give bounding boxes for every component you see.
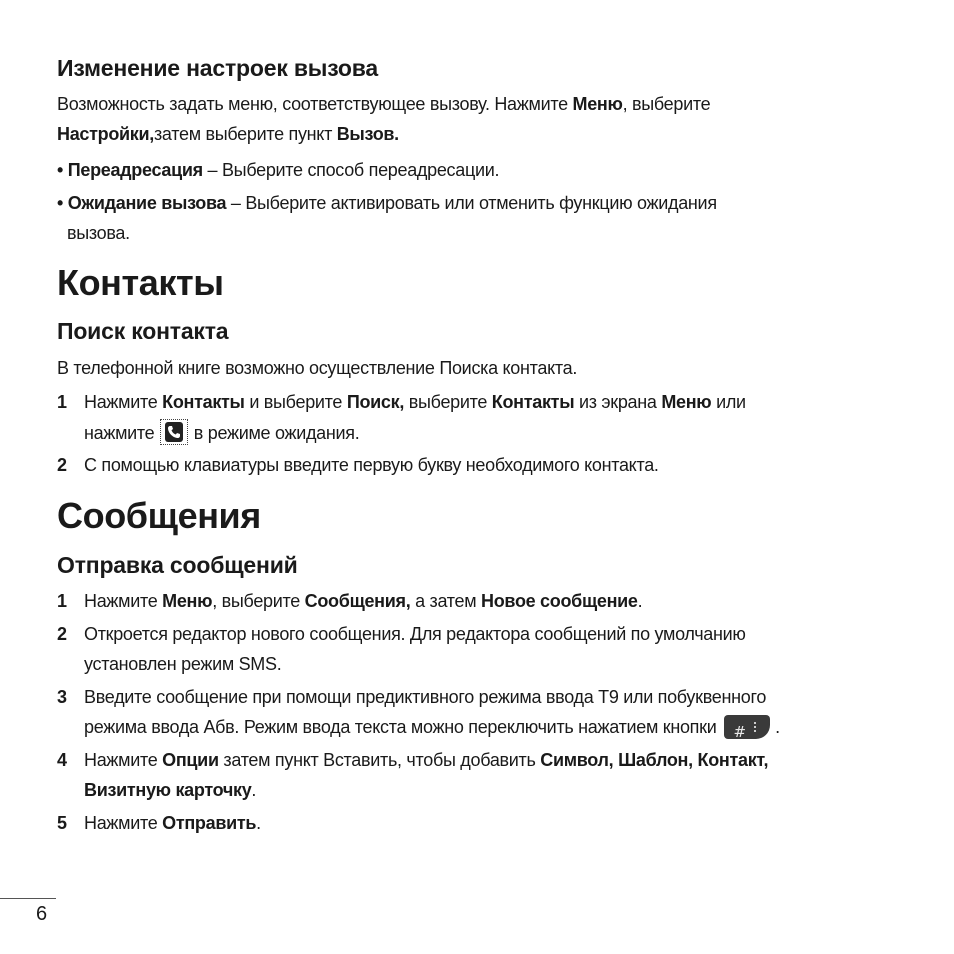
step-number: 3 (57, 687, 68, 707)
bullet-call-waiting: • Ожидание вызова – Выберите активировать или отменить функцию ожидания (57, 193, 717, 213)
step-number: 5 (57, 813, 68, 833)
messages-step5: Нажмите Отправить. (84, 813, 261, 833)
messages-heading: Сообщения (57, 495, 261, 536)
messages-step2-line1: Откроется редактор нового сообщения. Для редактора сообщений по умолчанию (84, 624, 746, 644)
contacts-step2: С помощью клавиатуры введите первую букву необходимого контакта. (84, 455, 659, 475)
contacts-heading: Контакты (57, 262, 224, 303)
contacts-step1-line1: Нажмите Контакты и выберите Поиск, выберите Контакты из экрана Меню или (84, 392, 746, 412)
messages-step4-line1: Нажмите Опции затем пункт Вставить, чтобы добавить Символ, Шаблон, Контакт, (84, 750, 769, 770)
contacts-step1-line2: нажмите в режиме ожидания. (84, 418, 359, 448)
step-number: 1 (57, 591, 68, 611)
send-messages-title: Отправка сообщений (57, 552, 298, 578)
messages-step4-line2: Визитную карточку. (84, 780, 257, 800)
messages-step3-line2: режима ввода Абв. Режим ввода текста можно переключить нажатием кнопки # . (84, 717, 780, 741)
call-settings-title: Изменение настроек вызова (57, 55, 378, 81)
bullet-call-forward: • Переадресация – Выберите способ переадресации. (57, 160, 500, 180)
messages-step2-line2: установлен режим SMS. (84, 654, 282, 674)
messages-step3-line1: Введите сообщение при помощи предиктивного режима ввода T9 или побуквенного (84, 687, 767, 707)
phone-contacts-icon (160, 419, 188, 445)
step-number: 1 (57, 392, 68, 412)
call-settings-intro-line1: Возможность задать меню, соответствующее вызову. Нажмите Меню, выберите (57, 94, 711, 114)
contact-search-intro: В телефонной книге возможно осуществление Поиска контакта. (57, 358, 578, 378)
call-settings-intro-line2: Настройки,затем выберите пункт Вызов. (57, 124, 399, 144)
contact-search-title: Поиск контакта (57, 318, 229, 344)
step-number: 2 (57, 455, 68, 475)
bullet-call-waiting-cont: вызова. (67, 223, 130, 243)
step-number: 2 (57, 624, 68, 644)
page-number: 6 (36, 903, 48, 925)
messages-step1: Нажмите Меню, выберите Сообщения, а затем Новое сообщение. (84, 591, 643, 611)
step-number: 4 (57, 750, 68, 770)
hash-key-icon: # (724, 715, 770, 739)
footer-divider (0, 898, 56, 899)
